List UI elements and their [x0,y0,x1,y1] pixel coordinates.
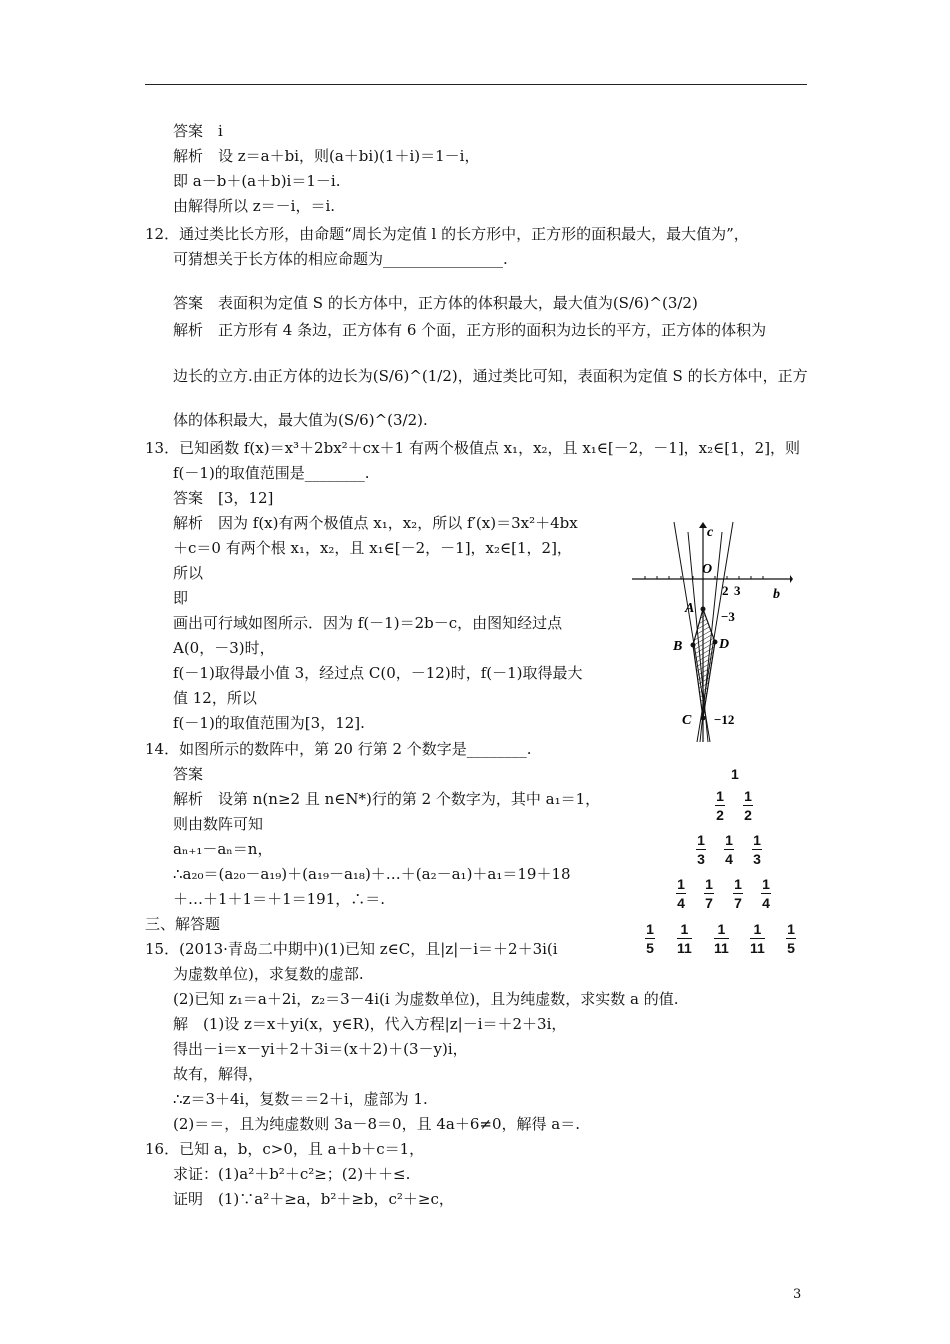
text-line: 可猜想关于长方体的相应命题为________________. [173,250,508,268]
axis-c-label: c [707,525,714,540]
triangle-r3-3: 1 3 [753,832,761,867]
text-line: 答案 [173,765,204,783]
text-line: 解析 正方形有 4 条边，正方体有 6 个面，正方形的面积为边长的平方，正方体的体积为 [173,321,767,339]
value-label-minus-12: −12 [714,712,735,727]
axis-b-label: b [773,587,780,602]
text-line: 所以 [173,564,204,582]
text-line: 14．如图所示的数阵中，第 20 行第 2 个数字是________. [145,740,532,758]
text-line: f(－1)的取值范围是________. [173,464,370,482]
point-d [713,640,718,645]
origin-label: O [702,562,713,577]
text-line: 12．通过类比长方形，由命题“周长为定值 l 的长方形中，正方形的面积最大，最大值为”， [145,225,749,243]
triangle-r4-1: 1 4 [677,876,685,911]
text-line: 答案 i [173,122,223,140]
point-b [691,643,696,648]
point-c-label: C [682,713,692,728]
feasible-region-figure [630,520,795,745]
page-number: 3 [793,1287,802,1302]
text-line: 解 (1)设 z＝x＋yi(x，y∈R)，代入方程|z|－i＝＋2＋3i， [173,1015,567,1033]
text-line: f(－1)的取值范围为[3，12]. [173,714,365,732]
triangle-r3-1: 1 3 [697,832,705,867]
triangle-r4-3: 1 7 [734,876,742,911]
text-line: ∴a₂₀＝(a₂₀－a₁₉)＋(a₁₉－a₁₈)＋…＋(a₂－a₁)＋a₁＝19＋18 [173,865,571,883]
triangle-r5-3: 1 11 [714,921,729,956]
triangle-r5-4: 1 11 [750,921,765,956]
tick-label-2: 2 [722,583,729,598]
triangle-r5-5: 1 5 [787,921,795,956]
b-axis-arrow-icon [790,575,793,583]
text-line: ＋c＝0 有两个根 x₁，x₂，且 x₁∈[－2，－1]，x₂∈[1，2]， [173,539,572,557]
text-line: f(－1)取得最小值 3，经过点 C(0，－12)时，f(－1)取得最大 [173,664,583,682]
triangle-r4-2: 1 7 [705,876,713,911]
triangle-r3-2: 1 4 [725,832,733,867]
text-line: 边长的立方.由正方体的边长为(S/6)^(1/2)，通过类比可知，表面积为定值 S 的长方体中，正方 [173,367,808,385]
text-line: 解析 设 z＝a＋bi，则(a＋bi)(1＋i)＝1－i， [173,147,480,165]
c-axis-arrow-icon [699,522,707,528]
text-line: 则由数阵可知 [173,815,264,833]
triangle-r1-1: 1 [731,766,739,782]
point-a-label: A [685,601,695,616]
tick-label-3: 3 [734,583,741,598]
text-line: (2)已知 z₁＝a＋2i，z₂＝3－4i(i 为虚数单位)，且为纯虚数，求实数 a 的值. [173,990,679,1008]
triangle-r2-1: 1 2 [716,788,724,823]
point-c [701,716,706,721]
text-line: 15．(2013·青岛二中期中)(1)已知 z∈C，且|z|－i＝＋2＋3i(i [145,940,558,958]
text-line: ∴z＝3＋4i，复数＝＝2＋i，虚部为 1. [173,1090,428,1108]
text-line: 解析 设第 n(n≥2 且 n∈N*)行的第 2 个数字为，其中 a₁＝1， [173,790,601,808]
text-line: 值 12，所以 [173,689,257,707]
point-b-label: B [673,639,683,654]
triangle-r5-2: 1 11 [677,921,692,956]
triangle-r5-1: 1 5 [646,921,654,956]
header-rule [145,84,807,85]
text-line: (2)＝＝，且为纯虚数则 3a－8＝0，且 4a＋6≠0，解得 a＝. [173,1115,580,1133]
text-line: 故有，解得， [173,1065,264,1083]
value-label-minus-3: −3 [721,609,735,624]
text-line: 证明 (1)∵a²＋≥a，b²＋≥b，c²＋≥c， [173,1190,454,1208]
text-line: ＋…＋1＋1＝＋1＝191，∴＝. [173,890,386,908]
text-line: 三、解答题 [145,915,221,933]
point-a [701,607,706,612]
text-line: aₙ₊₁－aₙ＝n， [173,840,273,858]
text-line: 16．已知 a，b，c>0，且 a＋b＋c＝1， [145,1140,425,1158]
text-line: 即 a－b＋(a＋b)i＝1－i. [173,172,341,190]
text-line: 为虚数单位)，求复数的虚部. [173,965,364,983]
point-d-label: D [719,637,730,652]
text-line: 即 [173,589,189,607]
text-line: 画出可行域如图所示．因为 f(－1)＝2b－c，由图知经过点 [173,614,563,632]
text-line: 由解得所以 z＝－i，＝i. [173,197,336,215]
text-line: 体的体积最大，最大值为(S/6)^(3/2). [173,411,428,429]
text-line: 13．已知函数 f(x)＝x³＋2bx²＋cx＋1 有两个极值点 x₁，x₂，且 x₁∈[－2，－1]，x₂∈[1，2]，则 [145,439,801,457]
triangle-r4-4: 1 4 [762,876,770,911]
text-line: 求证：(1)a²＋b²＋c²≥；(2)＋＋≤. [173,1165,411,1183]
text-line: 答案 [3，12] [173,489,274,507]
text-line: 得出－i＝x－yi＋2＋3i＝(x＋2)＋(3－y)i， [173,1040,468,1058]
text-line: 答案 表面积为定值 S 的长方体中，正方体的体积最大，最大值为(S/6)^(3/2) [173,294,698,312]
text-line: A(0，－3)时， [173,639,275,657]
feasible-region [693,609,715,718]
text-line: 解析 因为 f(x)有两个极值点 x₁，x₂，所以 f′(x)＝3x²＋4bx [173,514,578,532]
triangle-r2-2: 1 2 [744,788,752,823]
